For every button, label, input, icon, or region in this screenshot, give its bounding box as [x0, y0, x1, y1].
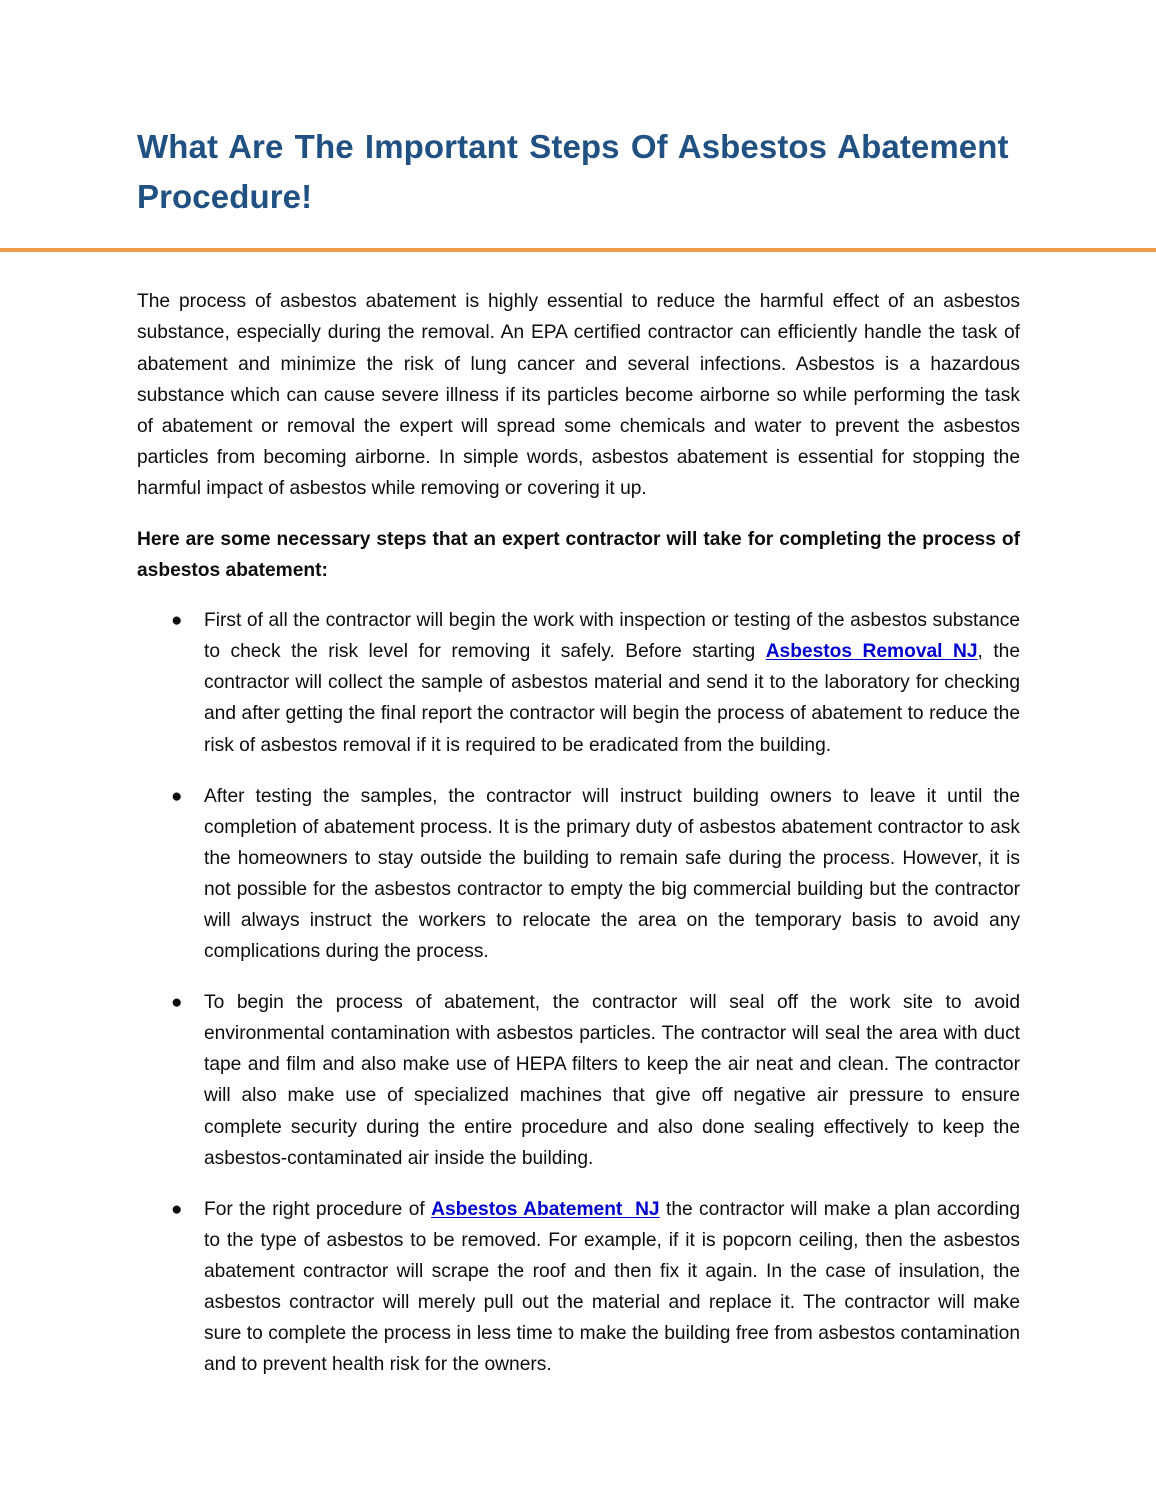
- bullet-icon: ●: [171, 992, 183, 1014]
- step-text-after-link: the contractor will make a plan according to the type of asbestos to be removed. For example, if it is popcorn ceiling, then the asbestos abatement contractor will scrape the roof and then fix it again. In the case of insulation, the asbestos contractor will merely pull out the material and replace it. The contractor will make sure to complete the process in less time to make the building free from asbestos contamination and to prevent health risk for the owners.: [204, 1198, 1020, 1376]
- list-item: [137, 987, 1020, 1174]
- step-text-before-link: After testing the samples, the contractor will instruct building owners to leave it until the completion of abatement process. It is the primary duty of asbestos abatement contractor to ask the homeowners to stay outside the building to remain safe during the process. However, it is not possible for the asbestos contractor to empty the big commercial building but the contractor will always instruct the workers to relocate the area on the temporary basis to avoid any complications during the process.: [204, 785, 1020, 963]
- bullet-icon: ●: [171, 610, 183, 632]
- list-item: [137, 605, 1020, 760]
- bullet-icon: ●: [171, 1198, 183, 1220]
- document-header: [0, 0, 1156, 222]
- step-text-after-link: , the contractor will collect the sample of asbestos material and send it to the laboratory for checking and after getting the final report the contractor will begin the process of abatement to reduce the risk of asbestos removal if it is required to be eradicated from the building.: [204, 641, 1020, 756]
- asbestos-removal-nj-link[interactable]: Asbestos Removal NJ: [765, 641, 978, 663]
- step-text-before-link: First of all the contractor will begin the work with inspection or testing of the asbestos substance to check the risk level for removing it safely. Before starting: [204, 610, 1020, 663]
- steps-list: [137, 605, 1020, 1380]
- step-text-before-link: For the right procedure of: [204, 1198, 432, 1220]
- intro-paragraph: The process of asbestos abatement is highly essential to reduce the harmful effect of an asbestos substance, especially during the removal. An EPA certified contractor can efficiently handle the task of abatement and minimize the risk of lung cancer and several infections. Asbestos is a hazardous substance which can cause severe illness if its particles become airborne so while performing the task of abatement or removal the expert will spread some chemicals and water to prevent the asbestos particles from becoming airborne. In simple words, asbestos abatement is essential for stopping the harmful impact of asbestos while removing or covering it up.: [137, 291, 1020, 499]
- asbestos-abatement-nj-link[interactable]: Asbestos Abatement NJ: [431, 1198, 660, 1220]
- steps-lead-in-text: Here are some necessary steps that an expert contractor will take for completing the process of asbestos abatement:: [137, 528, 1020, 582]
- list-item: [137, 781, 1020, 968]
- page-title: What Are The Important Steps Of Asbestos Abatement Procedure!: [137, 128, 1009, 216]
- bullet-icon: ●: [171, 785, 183, 807]
- step-text-before-link: To begin the process of abatement, the contractor will seal off the work site to avoid environmental contamination with asbestos particles. The contractor will seal the area with duct tape and film and also make use of HEPA filters to keep the air neat and clean. The contractor will also make use of specialized machines that give off negative air pressure to ensure complete security during the entire procedure and also done sealing effectively to keep the asbestos-contaminated air inside the building.: [204, 992, 1020, 1169]
- title-divider-rule: [0, 248, 1156, 252]
- list-item: [137, 1194, 1020, 1381]
- document-body: [0, 286, 1156, 1380]
